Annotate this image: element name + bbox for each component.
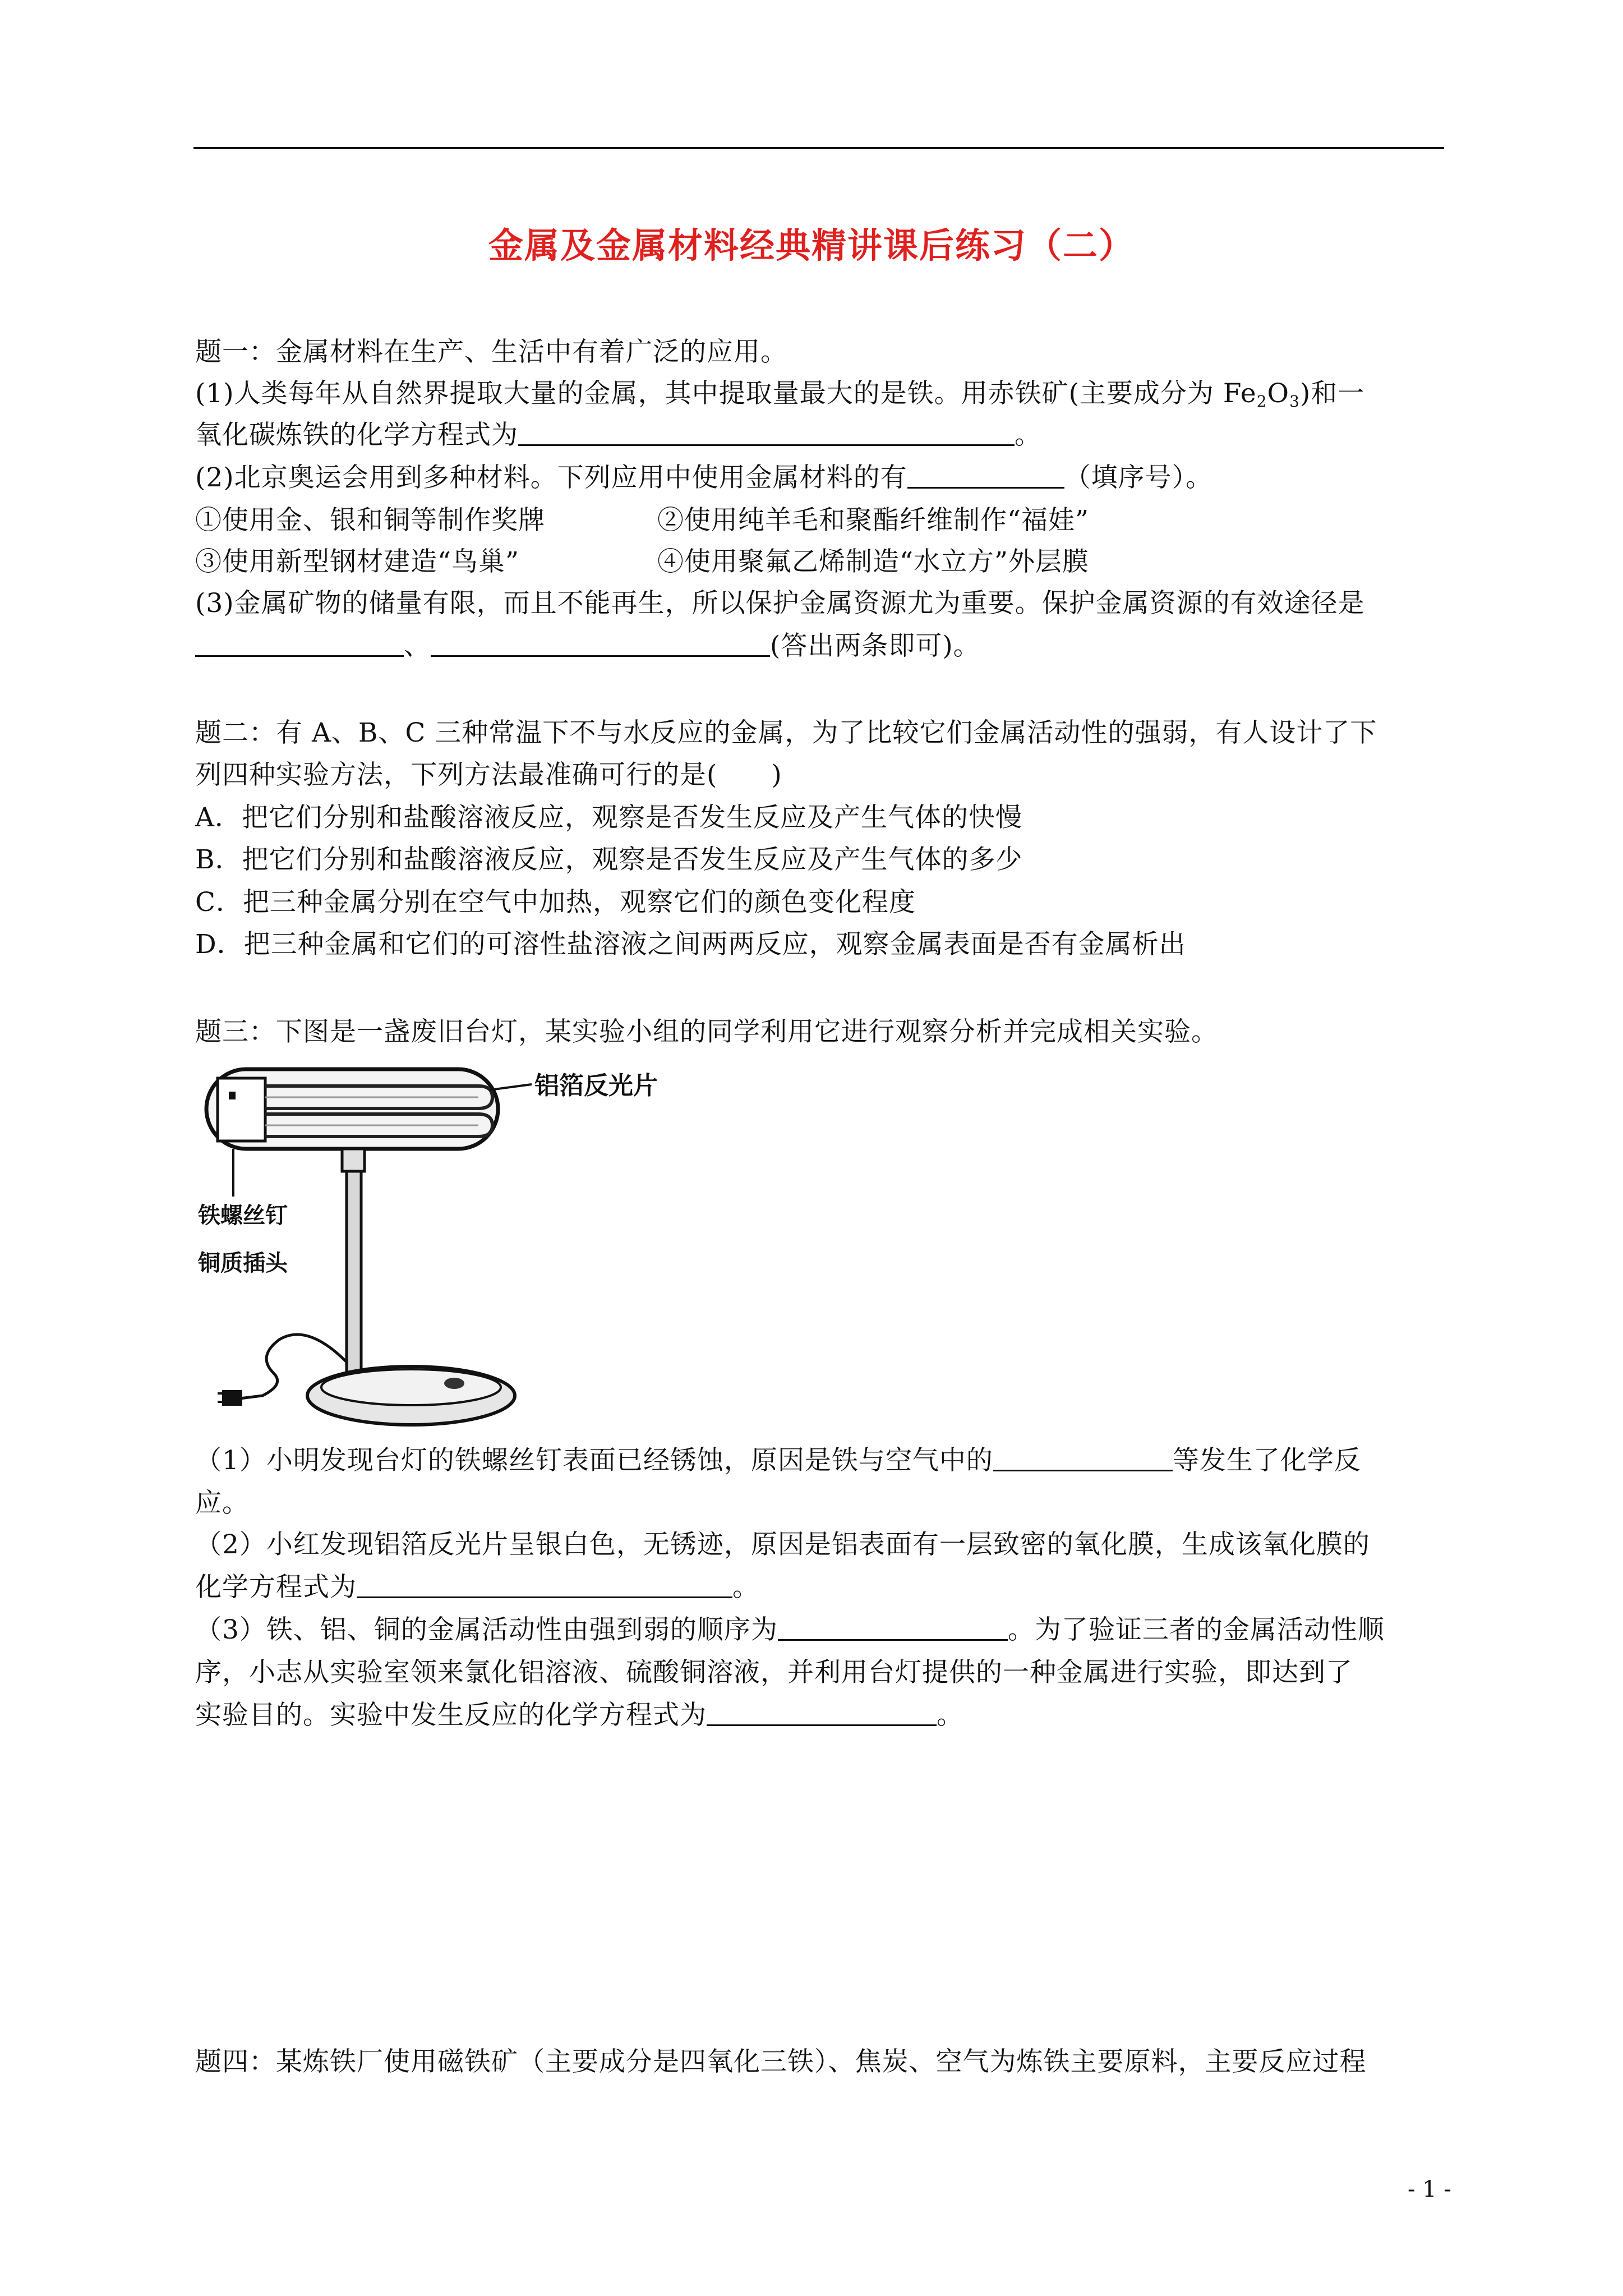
answer-blank[interactable] [707,1699,937,1726]
q1-part3-line1: (3)金属矿物的储量有限，而且不能再生，所以保护金属资源尤为重要。保护金属资源的有效途径是 [195,588,1365,619]
answer-blank[interactable] [993,1444,1173,1471]
q4-stem: 题四：某炼铁厂使用磁铁矿（主要成分是四氧化三铁）、焦炭、空气为炼铁主要原料，主要反应过程 [195,2046,1367,2077]
q1-intro: 题一：金属材料在生产、生活中有着广泛的应用。 [195,337,787,367]
q3-part2-line2: 化学方程式为 。 [195,1572,759,1603]
q3-part3-line1: （3）铁、铝、铜的金属活动性由强到弱的顺序为 。为了验证三者的金属活动性顺 [195,1614,1385,1645]
q1-options-row1 [195,504,1090,537]
answer-blank[interactable] [518,418,1015,446]
q3-part3-line3: 实验目的。实验中发生反应的化学方程式为 。 [195,1700,963,1731]
q1-options-row2 [195,545,1090,579]
page-number: - 1 - [1408,2177,1451,2202]
q3-part2-line1: （2）小红发现铝箔反光片呈银白色，无锈迹，原因是铝表面有一层致密的氧化膜，生成该氧化膜的 [195,1529,1370,1560]
label-iron-screw: 铁螺丝钉 [198,1203,288,1228]
label-copper-plug: 铜质插头 [198,1250,288,1276]
answer-blank[interactable] [907,461,1064,489]
q2-stem-line2: 列四种实验方法，下列方法最准确可行的是( ) [195,760,782,790]
answer-blank[interactable] [195,629,404,657]
answer-blank[interactable] [778,1613,1008,1641]
q1-option-4: ④使用聚氟乙烯制造“水立方”外层膜 [657,546,1090,577]
q3-stem: 题三：下图是一盏废旧台灯，某实验小组的同学利用它进行观察分析并完成相关实验。 [195,1016,1218,1047]
q3-part1-line1: （1）小明发现台灯的铁螺丝钉表面已经锈蚀，原因是铁与空气中的 等发生了化学反 [195,1445,1361,1476]
q1-option-1: ①使用金、银和铜等制作奖牌 [195,505,545,536]
document-title: 金属及金属材料经典精讲课后练习（二） [488,225,1135,266]
q1-part1-line1: (1)人类每年从自然界提取大量的金属，其中提取量最大的是铁。用赤铁矿(主要成分为 $Fe_2O_3$)和一 [195,378,1365,411]
desk-lamp-figure [195,1059,703,1430]
q2-option-a: A．把它们分别和盐酸溶液反应，观察是否发生反应及产生气体的快慢 [195,802,1022,833]
header-rule [193,147,1444,149]
q3-part1-line2: 应。 [195,1488,249,1519]
q2-option-c: C．把三种金属分别在空气中加热，观察它们的颜色变化程度 [195,887,916,918]
label-aluminum-foil: 铝箔反光片 [534,1071,658,1100]
q2-stem-line1: 题二：有 A、B、C 三种常温下不与水反应的金属，为了比较它们金属活动性的强弱，有人设计了下 [195,717,1377,748]
q1-part1-line2: 氧化碳炼铁的化学方程式为 。 [195,420,1041,450]
q1-option-3: ③使用新型钢材建造“鸟巢” [195,546,520,577]
answer-blank[interactable] [431,629,770,657]
q2-option-d: D．把三种金属和它们的可溶性盐溶液之间两两反应，观察金属表面是否有金属析出 [195,929,1186,960]
answer-blank[interactable] [357,1571,732,1598]
q1-part2: (2)北京奥运会用到多种材料。下列应用中使用金属材料的有 （填序号）。 [195,462,1213,493]
q2-option-b: B．把它们分别和盐酸溶液反应，观察是否发生反应及产生气体的多少 [195,844,1023,875]
q1-option-2: ②使用纯羊毛和聚酯纤维制作“福娃” [657,505,1090,536]
q1-part3-line2: 、 (答出两条即可)。 [195,629,980,663]
q3-part3-line2: 序，小志从实验室领来氯化铝溶液、硫酸铜溶液，并利用台灯提供的一种金属进行实验，即达到了 [195,1657,1353,1688]
